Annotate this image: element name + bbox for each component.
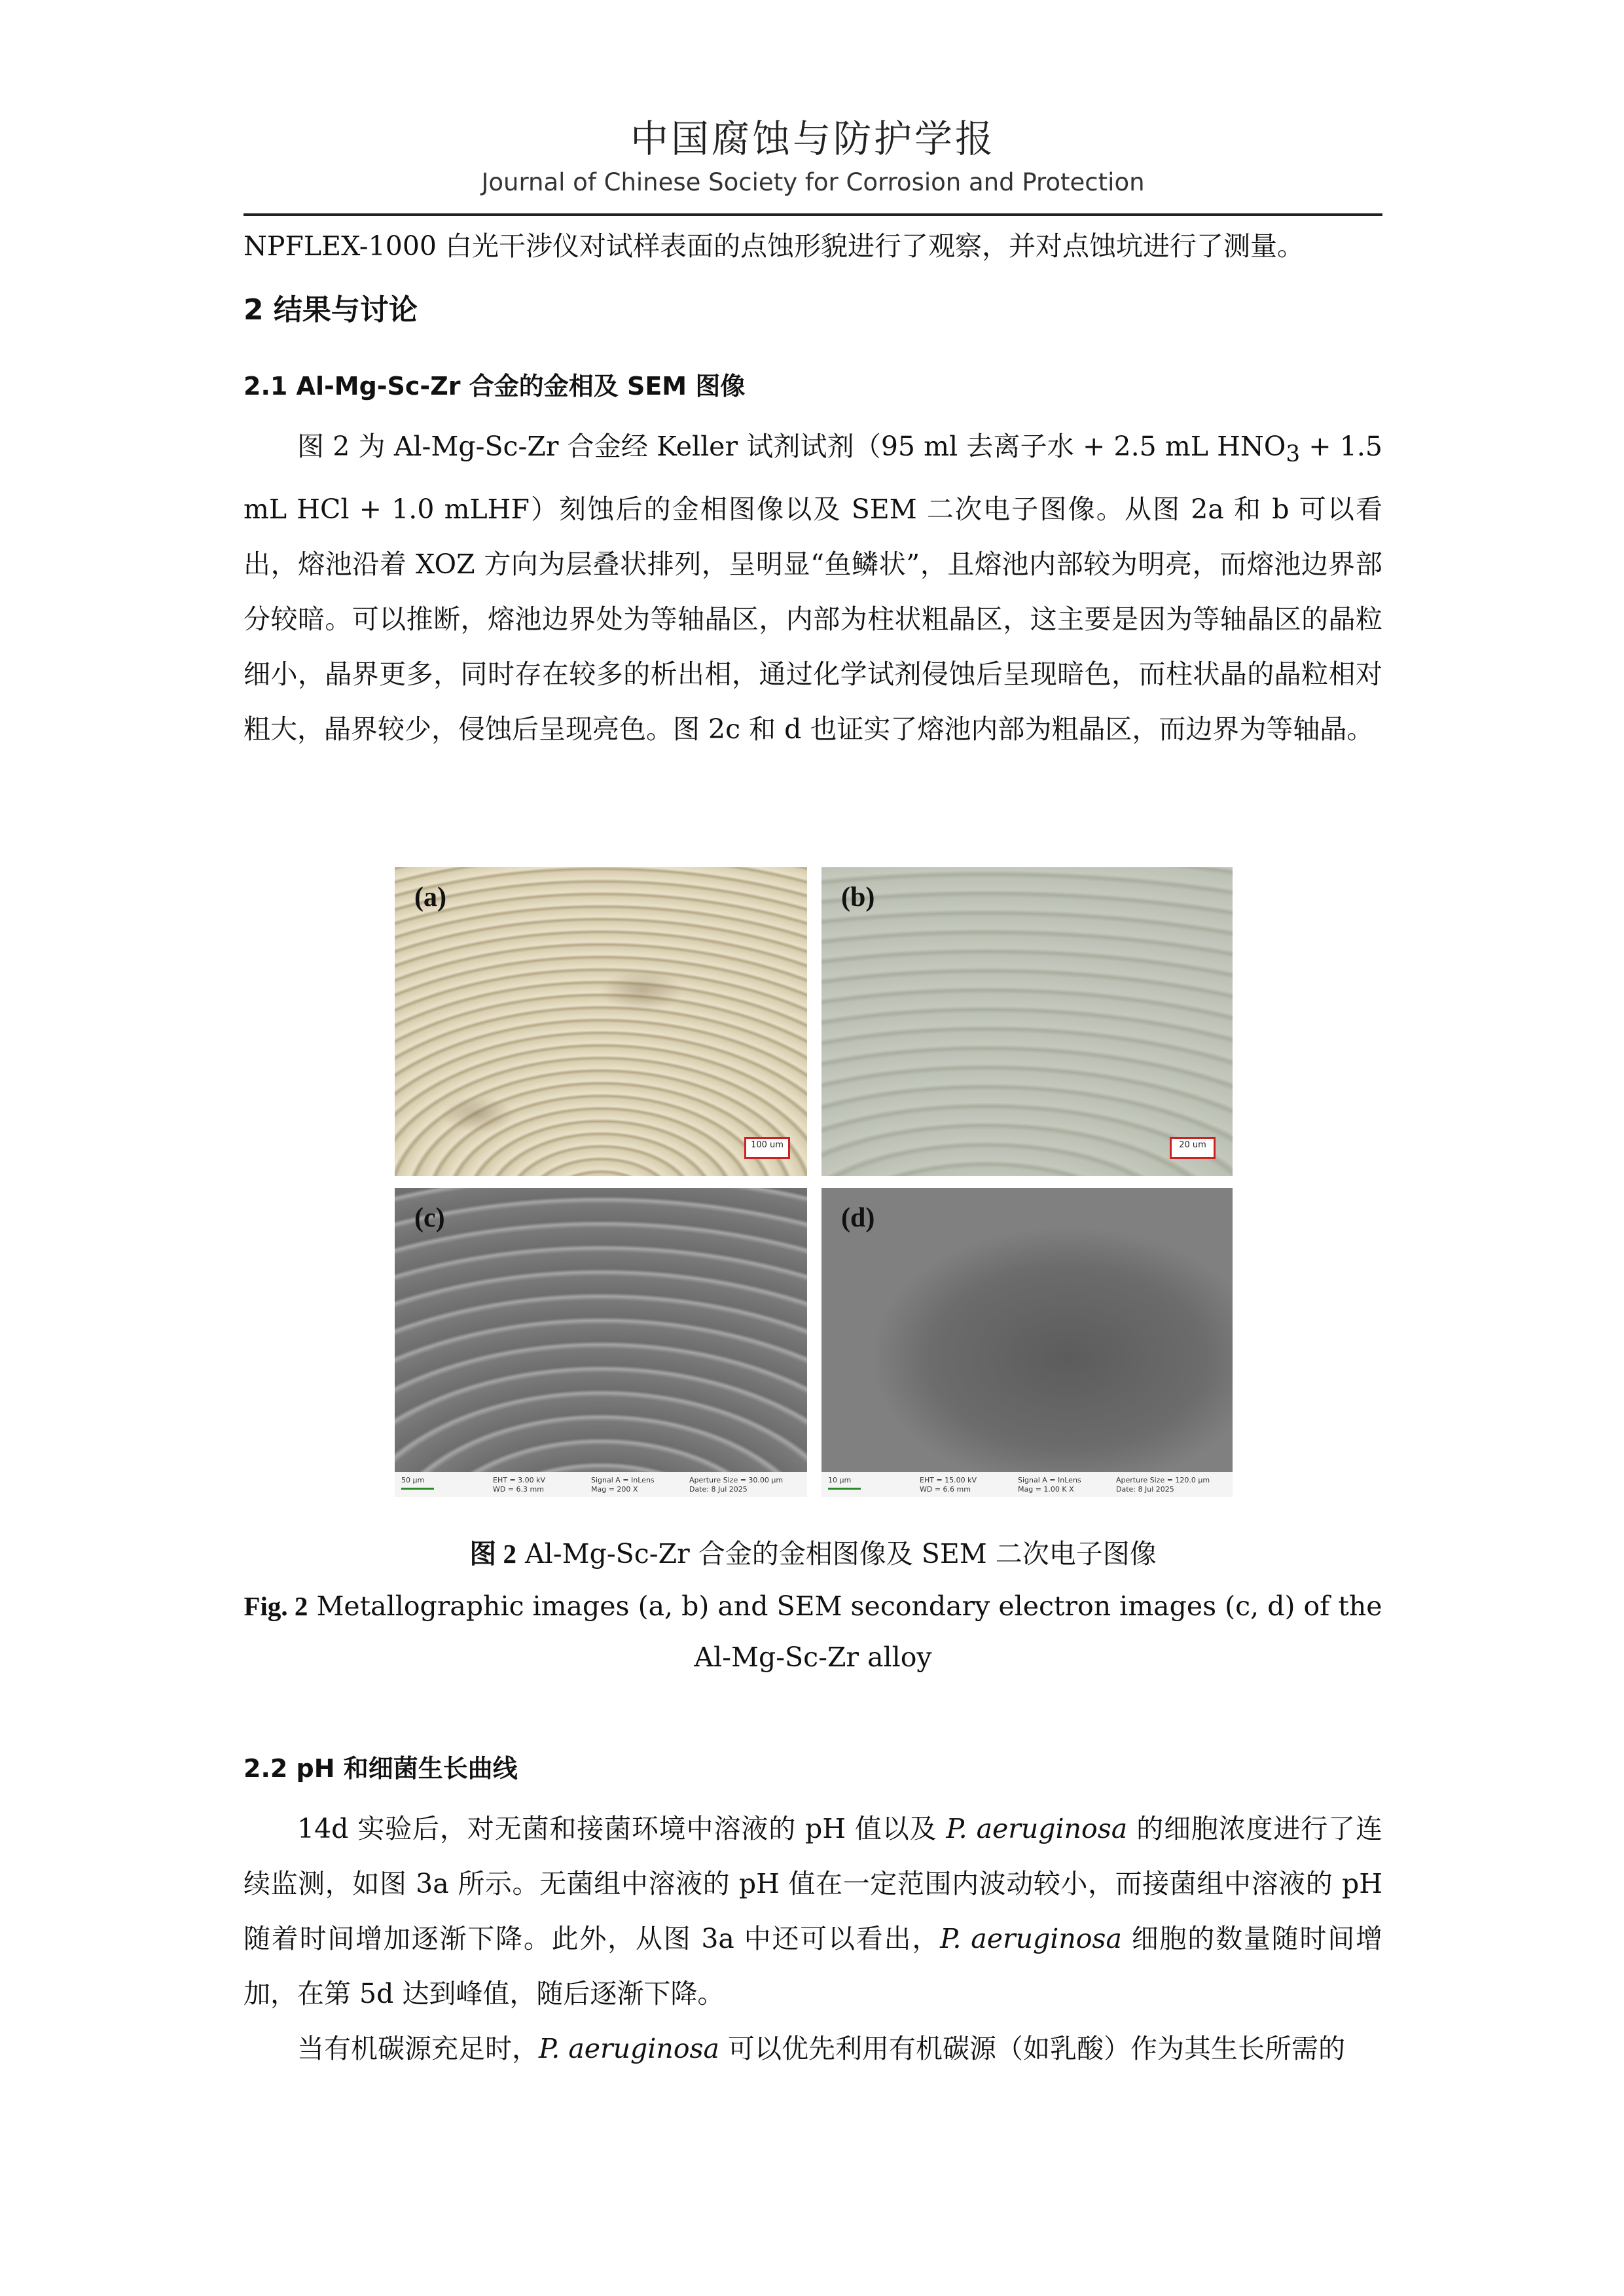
figure-caption-cn (244, 1528, 1382, 1579)
journal-header (244, 111, 1382, 199)
figure-2 (395, 867, 1233, 1497)
section-2-1-title: 2.1 Al-Mg-Sc-Zr 合金的金相及 SEM 图像 (244, 372, 746, 401)
panel-b-label: (b) (841, 882, 875, 912)
section-2-2-paragraphs (244, 1801, 1382, 2076)
panel-d-sem-image (821, 1188, 1233, 1497)
sem-scale: 10 µm (828, 1476, 852, 1484)
sem-wd: WD = 6.3 mm (493, 1485, 544, 1494)
sem-date: Date: 8 Jul 2025 (689, 1485, 748, 1494)
sem-signal: Signal A = InLens (591, 1476, 655, 1484)
panel-c-label: (c) (414, 1203, 445, 1233)
section-2-1-paragraph (244, 419, 1382, 757)
caption-cn-label: 图 2 (469, 1539, 516, 1569)
panel-a-label: (a) (414, 882, 446, 912)
panel-a-scale-bar: 100 um (744, 1137, 790, 1159)
caption-en-label: Fig. 2 (244, 1591, 308, 1621)
sem-signal: Signal A = InLens (1018, 1476, 1081, 1484)
para-text-pre: 图 2 为 Al-Mg-Sc-Zr 合金经 Keller 试剂试剂（95 ml 去离子水 + 2.5 mL HNO (297, 431, 1286, 462)
panel-a-metallographic-image (395, 867, 807, 1176)
species-name: P. aeruginosa (940, 1923, 1122, 1954)
section-2-2-paragraph-1: 14d 实验后，对无菌和接菌环境中溶液的 pH 值以及 P. aeruginosa 的细胞浓度进行了连续监测，如图 3a 所示。无菌组中溶液的 pH 值在一定范围内波动较小，而接菌组中溶液的 pH 随着时间增加逐渐下降。此外，从图 3a 中还可以看出，P. aeruginosa 细胞的数量随时间增加，在第 5d 达到峰值，随后逐渐下降。 (244, 1813, 1382, 2009)
journal-title-cn: 中国腐蚀与防护学报 (630, 117, 996, 161)
panel-b-metallographic-image (821, 867, 1233, 1176)
species-name: P. aeruginosa (539, 2033, 719, 2064)
section-2-2-paragraph-2: 当有机碳源充足时，P. aeruginosa 可以优先利用有机碳源（如乳酸）作为其生长所需的 (297, 2033, 1346, 2064)
panel-d-sem-info-bar (821, 1472, 1233, 1497)
panel-b-scale-bar: 20 um (1170, 1137, 1216, 1159)
species-name: P. aeruginosa (946, 1813, 1128, 1844)
panel-c-sem-info-bar (395, 1472, 807, 1497)
figure-caption-en (244, 1581, 1382, 1683)
sem-mag: Mag = 200 X (591, 1485, 638, 1494)
sem-date: Date: 8 Jul 2025 (1116, 1485, 1174, 1494)
caption-en-text: Metallographic images (a, b) and SEM secondary electron images (c, d) of the Al-Mg-Sc-Zr alloy (308, 1590, 1382, 1673)
sem-eht: EHT = 3.00 kV (493, 1476, 546, 1484)
sem-scale-line (828, 1488, 861, 1490)
sem-scale-line (401, 1488, 434, 1490)
sem-eht: EHT = 15.00 kV (920, 1476, 977, 1484)
intro-paragraph: NPFLEX-1000 白光干涉仪对试样表面的点蚀形貌进行了观察，并对点蚀坑进行了测量。 (244, 230, 1305, 262)
sem-mag: Mag = 1.00 K X (1018, 1485, 1074, 1494)
sem-aperture: Aperture Size = 30.00 µm (689, 1476, 784, 1484)
section-2-title: 2 结果与讨论 (244, 293, 418, 327)
panel-c-sem-image (395, 1188, 807, 1497)
header-divider (244, 213, 1382, 216)
section-2-2-title: 2.2 pH 和细菌生长曲线 (244, 1754, 518, 1783)
panel-d-label: (d) (841, 1203, 875, 1233)
caption-cn-text: Al-Mg-Sc-Zr 合金的金相图像及 SEM 二次电子图像 (516, 1538, 1157, 1570)
sem-aperture: Aperture Size = 120.0 µm (1116, 1476, 1210, 1484)
journal-title-en: Journal of Chinese Society for Corrosion and Protection (481, 168, 1145, 196)
para-text-post: + 1.5 mL HCl + 1.0 mLHF）刻蚀后的金相图像以及 SEM 二次电子图像。从图 2a 和 b 可以看出，熔池沿着 XOZ 方向为层叠状排列，呈明显“鱼鳞状”，且熔池内部较为明亮，而熔池边界部分较暗。可以推断，熔池边界处为等轴晶区，内部为柱状粗晶区，这主要是因为等轴晶区的晶粒细小，晶界更多，同时存在较多的析出相，通过化学试剂侵蚀后呈现暗色，而柱状晶的晶粒相对粗大，晶界较少，侵蚀后呈现亮色。图 2c 和 d 也证实了熔池内部为粗晶区，而边界为等轴晶。 (244, 431, 1383, 745)
sem-wd: WD = 6.6 mm (920, 1485, 971, 1494)
sem-scale: 50 µm (401, 1476, 425, 1484)
hno3-subscript: 3 (1286, 441, 1301, 468)
